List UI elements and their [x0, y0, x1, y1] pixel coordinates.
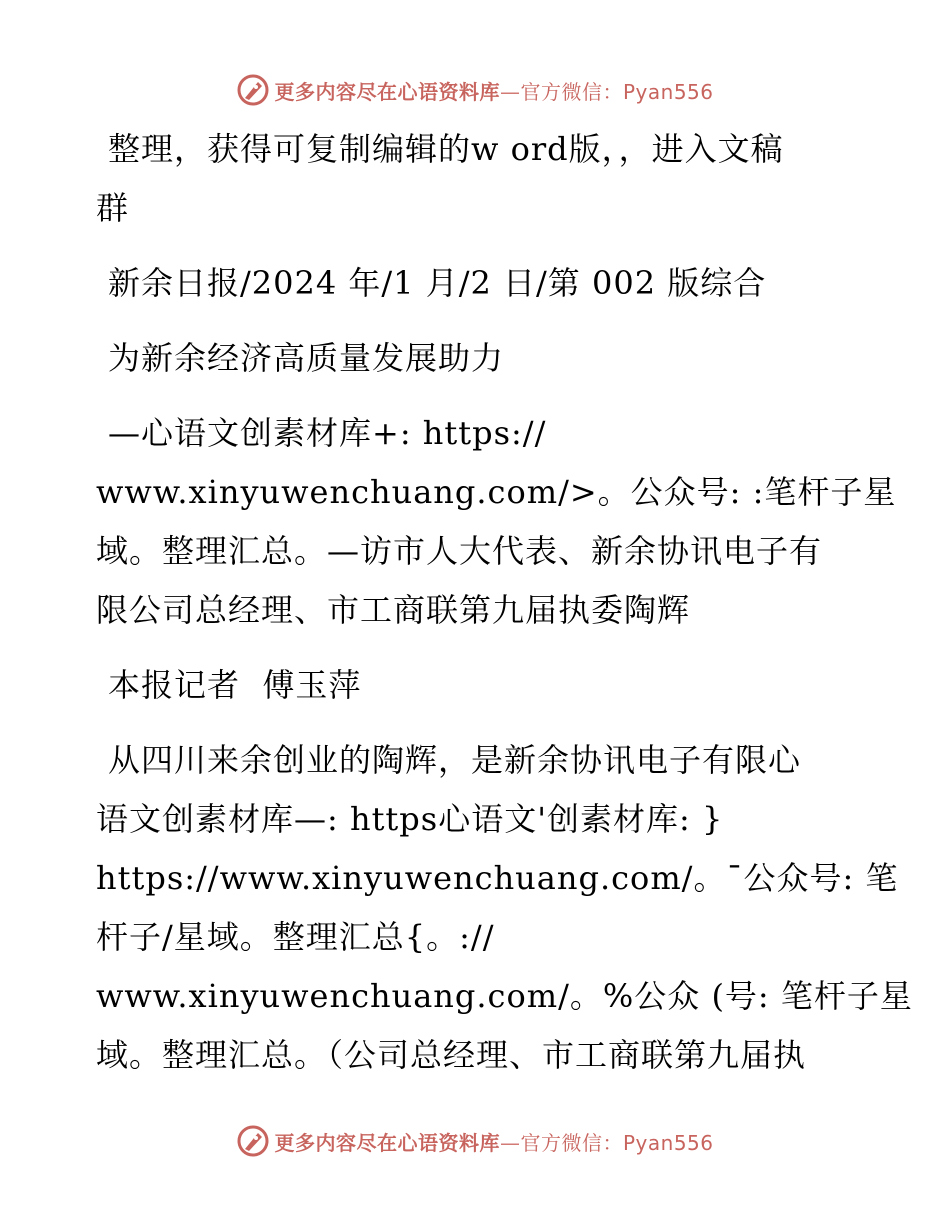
- footer-banner-separator: —: [499, 1130, 521, 1155]
- paragraph-line: 群: [96, 189, 130, 227]
- paragraph-line: www.xinyuwenchuang.com/。%公众 (号: 笔杆子星: [96, 977, 913, 1015]
- header-banner-wechat-id: Pyan556: [622, 79, 714, 104]
- footer-banner-wechat-id: Pyan556: [622, 1130, 714, 1155]
- paragraph-line: 域。整理汇总。—访市人大代表、新余协讯电子有: [96, 532, 823, 570]
- paragraph-line: 整理，获得可复制编辑的w ord版，，进入文稿: [108, 130, 784, 168]
- footer-banner: [0, 1121, 950, 1161]
- paragraph-line: 语文创素材库—: https心语文'创素材库: }: [96, 800, 724, 838]
- pen-nib-logo-icon: [236, 1124, 270, 1158]
- header-banner-text: [274, 76, 713, 105]
- header-banner: [0, 70, 950, 110]
- paragraph-line: 域。整理汇总。（公司总经理、市工商联第九届执: [96, 1036, 807, 1074]
- article-dateline: 新余日报/2024 年/1 月/2 日/第 002 版综合: [108, 264, 767, 302]
- paragraph-line: https://www.xinyuwenchuang.com/。¯公众号: 笔: [96, 859, 899, 897]
- paragraph-line: 从四川来余创业的陶辉，是新余协讯电子有限心: [108, 741, 802, 779]
- header-banner-separator: —: [499, 79, 521, 104]
- document-body: [96, 120, 913, 1085]
- footer-banner-main: 更多内容尽在心语资料库: [274, 1130, 500, 1155]
- article-byline: 本报记者 傅玉萍: [108, 666, 362, 704]
- footer-banner-text: [274, 1127, 713, 1156]
- pen-nib-logo-icon: [236, 73, 270, 107]
- paragraph-line: 限公司总经理、市工商联第九届执委陶辉: [96, 591, 691, 629]
- paragraph-line: —心语文创素材库+: https://: [108, 414, 547, 452]
- paragraph-line: 杆子/星域。整理汇总{。://: [96, 918, 495, 956]
- header-banner-wechat-label: 官方微信：: [520, 79, 623, 104]
- footer-banner-wechat-label: 官方微信：: [520, 1130, 623, 1155]
- article-title: 为新余经济高质量发展助力: [108, 339, 505, 377]
- header-banner-main: 更多内容尽在心语资料库: [274, 79, 500, 104]
- paragraph-line: www.xinyuwenchuang.com/>。公众号: :笔杆子星: [96, 473, 897, 511]
